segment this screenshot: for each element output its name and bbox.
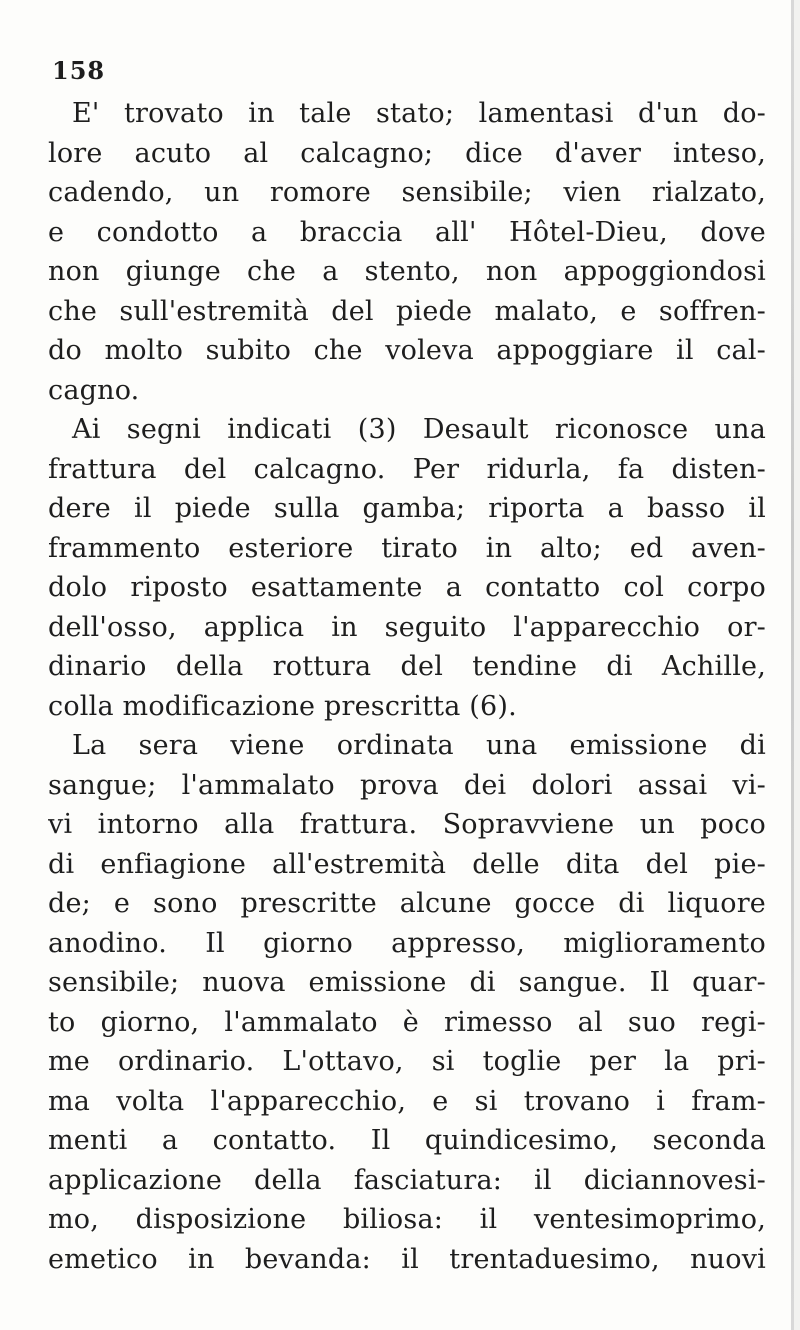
text-line: applicazione della fasciatura: il diciannovesi- — [48, 1164, 766, 1196]
text-line: frattura del calcagno. Per ridurla, fa disten- — [48, 453, 766, 485]
text-line: che sull'estremità del piede malato, e soffren- — [48, 295, 766, 327]
text-line: emetico in bevanda: il trentaduesimo, nuovi — [48, 1243, 766, 1275]
text-line: cadendo, un romore sensibile; vien rialzato, — [48, 177, 766, 208]
text-line: colla modificazione prescritta (6). — [48, 690, 517, 722]
text-line: non giunge che a stento, non appoggiondosi — [48, 256, 766, 287]
text-line: menti a contatto. Il quindicesimo, seconda — [48, 1125, 766, 1156]
text-line: e condotto a braccia all' Hôtel-Dieu, dove — [48, 216, 766, 248]
page-edge-line — [791, 0, 794, 1330]
text-line: do molto subito che voleva appoggiare il cal- — [48, 335, 766, 366]
text-line: E' trovato in tale stato; lamentasi d'un do- — [72, 98, 766, 129]
page-number: 158 — [52, 56, 106, 85]
text-line: Ai segni indicati (3) Desault riconosce una — [72, 414, 766, 445]
text-line: lore acuto al calcagno; dice d'aver inteso, — [48, 137, 766, 169]
page-edge-shadow — [794, 0, 800, 1330]
text-line: dere il piede sulla gamba; riporta a basso il — [48, 493, 766, 524]
text-line: sensibile; nuova emissione di sangue. Il quar- — [48, 967, 766, 998]
text-line: sangue; l'ammalato prova dei dolori assai vi- — [48, 769, 766, 801]
text-line: frammento esteriore tirato in alto; ed aven- — [48, 532, 766, 564]
text-line: dell'osso, applica in seguito l'apparecchio or- — [48, 611, 766, 643]
text-line: de; e sono prescritte alcune gocce di liquore — [48, 888, 766, 919]
text-line: ma volta l'apparecchio, e si trovano i fram- — [48, 1085, 766, 1117]
text-line: di enfiagione all'estremità delle dita del pie- — [48, 848, 766, 880]
text-line: me ordinario. L'ottavo, si toglie per la pri- — [48, 1046, 766, 1077]
text-line: dolo riposto esattamente a contatto col corpo — [48, 572, 766, 603]
text-line: mo, disposizione biliosa: il ventesimoprimo, — [48, 1204, 766, 1235]
text-line: La sera viene ordinata una emissione di — [72, 730, 766, 761]
body-text — [48, 94, 766, 1279]
text-line: cagno. — [48, 374, 140, 406]
text-line: anodino. Il giorno appresso, miglioramento — [48, 927, 766, 959]
text-line: to giorno, l'ammalato è rimesso al suo regi- — [48, 1006, 766, 1038]
text-line: dinario della rottura del tendine di Achille, — [48, 651, 766, 682]
text-line: vi intorno alla frattura. Sopravviene un poco — [48, 809, 766, 840]
